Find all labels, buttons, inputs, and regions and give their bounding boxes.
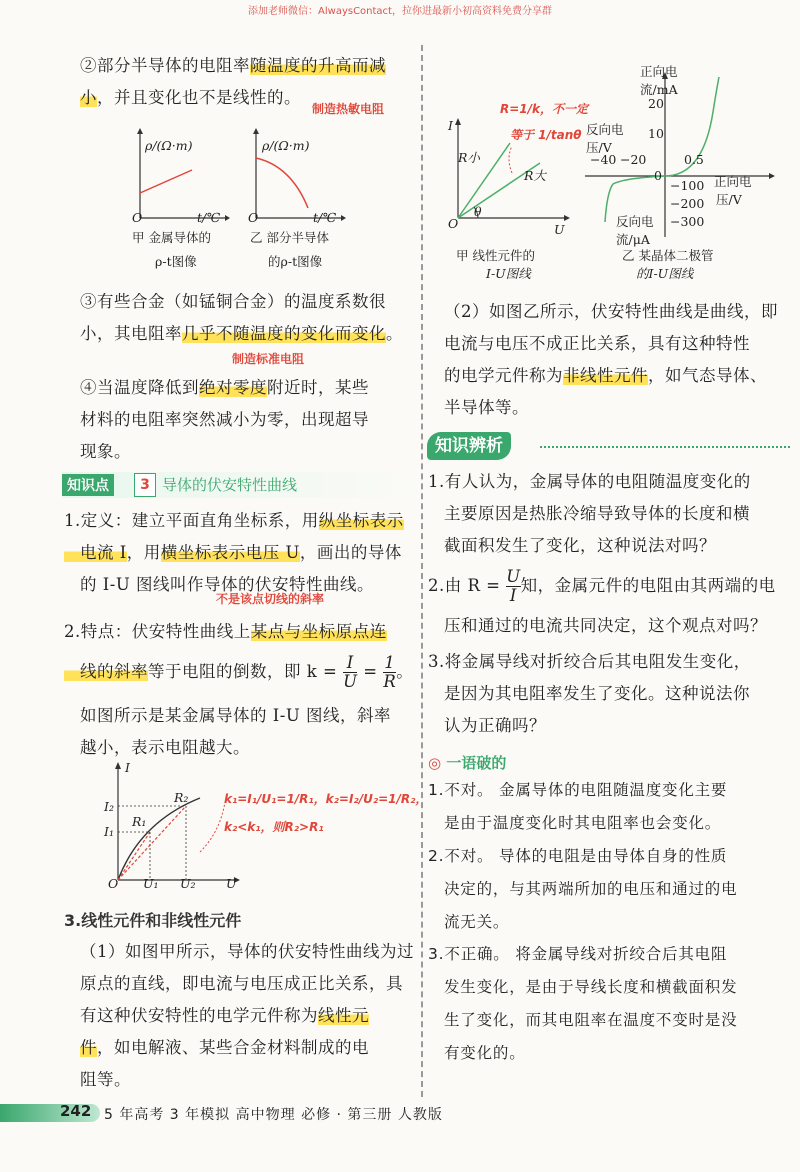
badge-rule: [540, 446, 790, 448]
linear-label-I: I: [448, 118, 453, 133]
iu-label-I1: I₁: [104, 824, 114, 839]
graph-b-ylabel: ρ/(Ω·m): [262, 138, 310, 153]
diode-y-bot-1: 反向电: [616, 214, 654, 229]
target-icon: ◎: [428, 754, 442, 772]
graph-b-xlabel: t/℃: [313, 210, 337, 225]
note-k-values: k₁=I₁/U₁=1/R₁，k₂=I₂/U₂=1/R₂，: [224, 792, 428, 806]
diode-y-top-2: 流/mA: [640, 82, 678, 97]
iu-label-R1: R₁: [132, 814, 147, 829]
column-divider: [421, 45, 423, 1097]
diode-tick-m300: −300: [670, 214, 705, 229]
note-k-compare: k₂<k₁，则R₂>R₁: [224, 820, 324, 834]
section-linear-title: 3.线性元件和非线性元件: [64, 911, 242, 930]
graph-a-origin: O: [132, 210, 143, 225]
page-number: 242: [60, 1102, 92, 1120]
diode-x-right-2: 压/V: [716, 192, 742, 207]
q2-frac: $\frac{U}{I}$: [506, 567, 521, 605]
diode-tick-m200: −200: [670, 196, 705, 211]
graph-a-xlabel: t/℃: [197, 210, 221, 225]
note-slope: 不是该点切线的斜率: [216, 592, 325, 606]
diode-y-bot-2: 流/μA: [616, 232, 650, 247]
diode-tick-20: 20: [648, 96, 664, 111]
iu-label-I: I: [125, 760, 130, 775]
knowledge-point-title: 导体的伏安特性曲线: [162, 476, 298, 494]
feat-frac-2: $\frac{1}{R}$: [383, 653, 397, 691]
question-1: 1.有人认为，金属导体的电阻随温度变化的 主要原因是热胀冷缩导致导体的长度和横 截面积发生了变化，这种说法对吗？: [428, 472, 751, 555]
note-r-1: R=1/k，不一定: [500, 102, 589, 116]
iu-label-U: U: [226, 876, 237, 891]
linear-label-U: U: [554, 222, 565, 237]
iu-label-U1: U₁: [143, 876, 159, 891]
linear-label-theta: θ: [474, 204, 482, 219]
para-feature-example: 如图所示是某金属导体的 I-U 图线，斜率 越小，表示电阻越大。: [80, 706, 391, 757]
diode-caption-1: 乙 某晶体二极管: [622, 248, 714, 263]
watermark: 添加老师微信：AlwaysContact，拉你进最新小初高资料免费分享群: [248, 6, 552, 17]
iu-label-U2: U₂: [180, 876, 196, 891]
iu-label-O: O: [108, 876, 119, 891]
note-standard-resistor: 制造标准电阻: [232, 352, 305, 366]
question-3: 3.将金属导线对折绞合后其电阻发生变化， 是因为其电阻率发生了变化。这种说法你 认为正确吗？: [428, 652, 751, 735]
answer-3: 3.不正确。 将金属导线对折绞合后其电阻 发生变化，是由于导线长度和横截面积发 生了变化，而其电阻率在温度不变时是没 有变化的。: [428, 945, 738, 1062]
diode-caption-2: 的I-U图线: [636, 266, 694, 281]
knowledge-point-tag: 知识点: [62, 474, 114, 496]
iu-label-R2: R₂: [174, 790, 189, 805]
para-nonlinear: （2）如图乙所示，伏安特性曲线是曲线，即 电流与电压不成正比关系，具有这种特性 的电学元件称为非线性元件，如气态导体、 半导体等。: [444, 302, 778, 417]
page-footer: [0, 1100, 800, 1126]
diode-tick-0: 0: [654, 168, 662, 183]
diode-tick-05: 0.5: [684, 152, 704, 167]
graph-a-ylabel: ρ/(Ω·m): [145, 138, 193, 153]
para-superconductor: ④当温度降低到绝对零度附近时，某些 材料的电阻率突然减小为零，出现超导 现象。: [80, 378, 369, 461]
answer-1: 1.不对。 金属导体的电阻随温度变化主要 是由于温度变化时其电阻率也会变化。: [428, 781, 728, 832]
book-title: 5 年高考 3 年模拟 高中物理 必修 · 第三册 人教版: [104, 1107, 443, 1123]
answer-2: 2.不对。 导体的电阻是由导体自身的性质 决定的，与其两端所加的电压和通过的电 流无关。: [428, 847, 738, 931]
graph-a-caption-2: ρ-t图像: [155, 254, 197, 269]
para-alloy: ③有些合金（如锰铜合金）的温度系数很 小，其电阻率几乎不随温度的变化而变化。: [80, 292, 403, 343]
diode-x-right-1: 正向电: [714, 174, 752, 189]
diode-tick-m20: −20: [620, 152, 647, 167]
knowledge-point-header: [62, 472, 417, 498]
diode-tick-m100: −100: [670, 178, 705, 193]
note-thermistor: 制造热敏电阻: [312, 102, 385, 116]
graph-b-origin: O: [248, 210, 259, 225]
note-r-2: 等于 1/tanθ: [510, 128, 582, 142]
diode-tick-10: 10: [648, 126, 664, 141]
knowledge-point-number: 3: [134, 473, 156, 497]
graph-b-caption-2: 的ρ-t图像: [268, 254, 323, 269]
diode-x-left-1: 反向电: [586, 122, 624, 137]
linear-label-O: O: [448, 216, 459, 231]
linear-label-R-small: R小: [458, 150, 480, 165]
para-feature: 2.特点：伏安特性曲线上某点与坐标原点连 线的斜率等于电阻的倒数，即 $k = \frac{I}{U}$ = $\frac{1}{R}$ 。: [64, 622, 414, 691]
para-semiconductor: ②部分半导体的电阻率随温度的升高而减 小，并且变化也不是线性的。: [80, 56, 386, 107]
diode-x-left-2: 压/V: [586, 140, 612, 155]
diode-tick-m40: −40: [590, 152, 617, 167]
feat-frac-1: $\frac{I}{U}$: [343, 653, 358, 691]
para-definition: 1.定义：建立平面直角坐标系，用纵坐标表示 电流 I，用横坐标表示电压 U，画出的导体 的 I-U 图线叫作导体的伏安特性曲线。: [64, 511, 404, 594]
linear-caption-2: I-U图线: [486, 266, 531, 281]
linear-caption-1: 甲 线性元件的: [456, 248, 535, 263]
question-2: 2.由 $R = \frac{U}{I}$ 知，金属元件的电阻由其两端的电 压和通过的电流共同决定，这个观点对吗？: [428, 567, 776, 635]
knowledge-analysis-badge: 知识辨析: [427, 432, 511, 460]
iu-label-I2: I₂: [104, 799, 114, 814]
para-linear: （1）如图甲所示，导体的伏安特性曲线为过 原点的直线，即电流与电压成正比关系，具 有这种伏安特性的电学元件称为线性元 件，如电解液、某些合金材料制成的电 阻等。: [80, 942, 414, 1089]
diode-y-top-1: 正向电: [640, 64, 678, 79]
graph-a-caption-1: 甲 金属导体的: [132, 230, 211, 245]
graph-b-caption-1: 乙 部分半导体: [250, 230, 329, 245]
linear-label-R-large: R大: [524, 168, 546, 183]
graph-metal-iu: [100, 762, 240, 894]
answer-header: ◎ 一语破的: [428, 754, 507, 772]
